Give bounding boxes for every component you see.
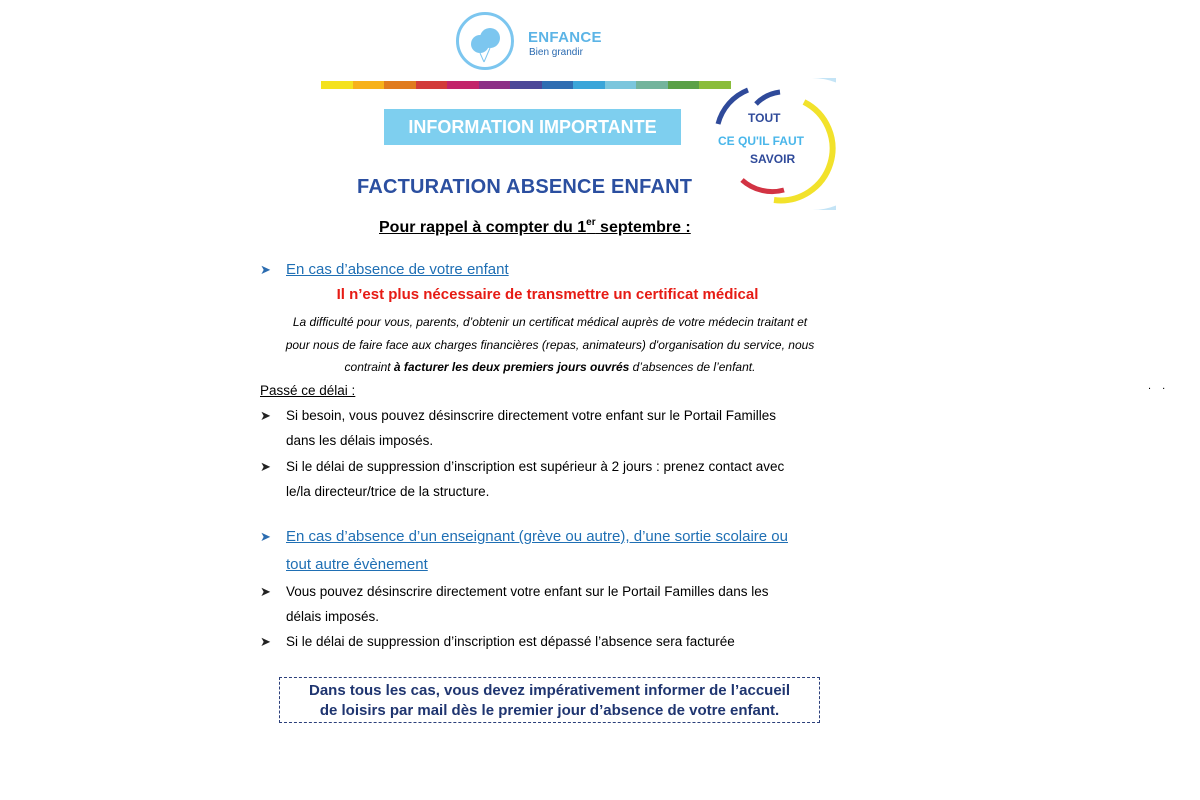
s2-bullet2: Si le délai de suppression d’inscription est dépassé l’absence sera facturée — [286, 634, 735, 649]
enfance-logo — [456, 12, 626, 68]
color-bar-segment — [416, 81, 448, 89]
color-bar-segment — [353, 81, 385, 89]
arrow-bullet-icon: ➤ — [260, 584, 271, 599]
section2-heading-line2[interactable]: tout autre évènement — [286, 556, 428, 573]
reminder-sup: er — [586, 217, 596, 228]
s1-bullet2-line2: le/la directeur/trice de la structure. — [286, 484, 490, 499]
badge-line-2: CE QU'IL FAUT — [718, 134, 804, 148]
reminder-text: Pour rappel à compter du 1 — [379, 219, 587, 236]
no-certificate-notice: Il n’est plus nécessaire de transmettre un certificat médical — [336, 286, 759, 303]
stray-dots: . . — [1148, 380, 1170, 392]
arrow-bullet-icon: ➤ — [260, 408, 271, 423]
s1-bullet2-line1: Si le délai de suppression d’inscription est supérieur à 2 jours : prenez contact avec — [286, 459, 785, 474]
reminder-heading — [379, 219, 691, 237]
color-bar-segment — [384, 81, 416, 89]
arrow-bullet-icon: ➤ — [260, 262, 271, 277]
notice-box — [279, 677, 820, 723]
badge-line-3: SAVOIR — [750, 152, 796, 166]
s2-bullet1-line1: Vous pouvez désinscrire directement votre enfant sur le Portail Familles dans les — [286, 584, 769, 599]
explanation-line-2: pour nous de faire face aux charges financières (repas, animateurs) d'organisation du service, nous — [285, 338, 815, 352]
notice-line-2: de loisirs par mail dès le premier jour d’absence de votre enfant. — [319, 702, 780, 719]
s1-bullet1-line1: Si besoin, vous pouvez désinscrire directement votre enfant sur le Portail Familles — [286, 408, 776, 423]
arrow-bullet-icon: ➤ — [260, 529, 271, 544]
explanation-line-3c: d’absences de l’enfant. — [629, 360, 756, 374]
color-bar-segment — [479, 81, 511, 89]
arrow-bullet-icon: ➤ — [260, 459, 271, 474]
badge-line-1: TOUT — [748, 111, 781, 125]
logo-name: ENFANCE — [528, 29, 602, 46]
explanation-line-1: La difficulté pour vous, parents, d’obtenir un certificat médical auprès de votre médecin traitant et — [292, 315, 808, 329]
explanation-line-3b: à facturer les deux premiers jours ouvrés — [393, 360, 630, 374]
section2-heading-line1[interactable]: En cas d’absence d’un enseignant (grève ou autre), d’une sortie scolaire ou — [286, 528, 788, 545]
color-bar-segment — [605, 81, 637, 89]
info-badge — [712, 78, 836, 210]
arrow-bullet-icon: ➤ — [260, 634, 271, 649]
color-bar-segment — [636, 81, 668, 89]
balloons-icon — [456, 12, 514, 70]
color-bar-segment — [542, 81, 574, 89]
explanation-line-3a: contraint — [344, 360, 394, 374]
reminder-tail: septembre : — [595, 219, 691, 236]
color-bar-segment — [573, 81, 605, 89]
main-title: FACTURATION ABSENCE ENFANT — [357, 176, 693, 198]
color-bar-segment — [321, 81, 353, 89]
delay-label: Passé ce délai : — [260, 383, 356, 398]
color-bar — [321, 81, 731, 89]
logo-tagline: Bien grandir — [529, 47, 583, 58]
color-bar-segment — [668, 81, 700, 89]
explanation-line-3 — [240, 360, 860, 374]
section1-heading[interactable]: En cas d’absence de votre enfant — [286, 261, 509, 278]
color-bar-segment — [447, 81, 479, 89]
s2-bullet1-line2: délais imposés. — [286, 609, 380, 624]
info-banner: INFORMATION IMPORTANTE — [384, 109, 681, 145]
s1-bullet1-line2: dans les délais imposés. — [286, 433, 434, 448]
notice-line-1: Dans tous les cas, vous devez impérativement informer de l’accueil — [308, 682, 791, 699]
color-bar-segment — [510, 81, 542, 89]
